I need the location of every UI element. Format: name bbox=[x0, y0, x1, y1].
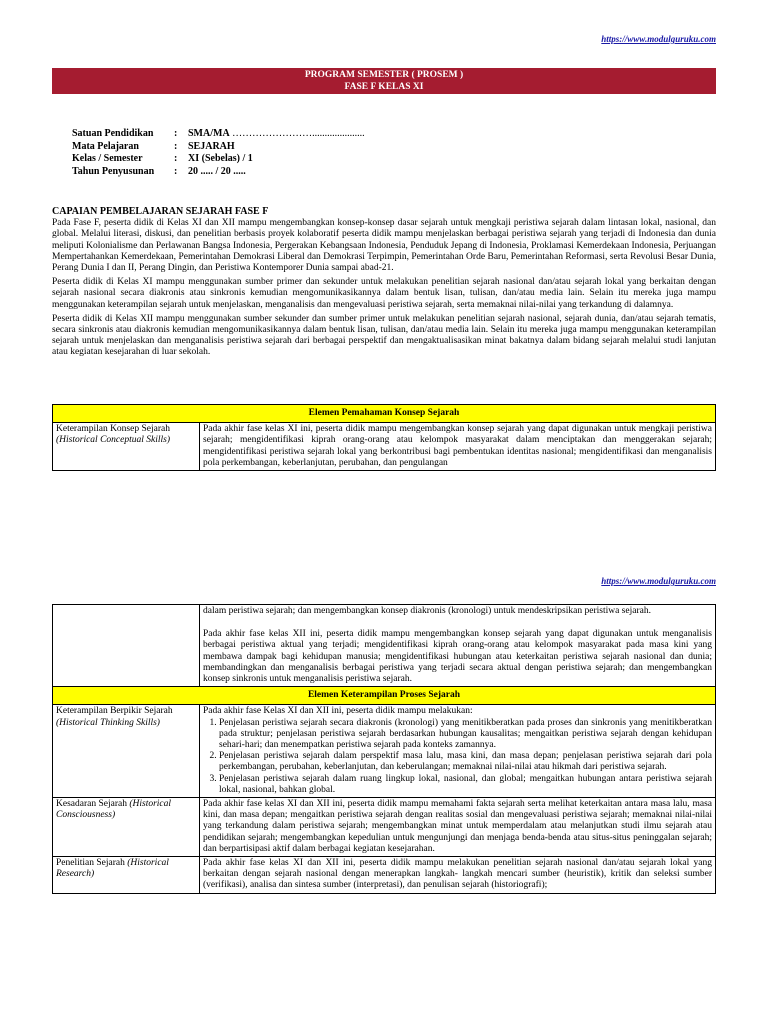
element-label: Keterampilan Berpikir Sejarah bbox=[56, 706, 173, 717]
element-label-cell bbox=[53, 798, 200, 857]
kelas-xii-text: Pada akhir fase kelas XII ini, peserta didik mampu mengembangkan konsep sejarah yang dapat digunakan untuk menganalisis berbagai peristiwa aktual yang terjadi; mengidentifikasi kiprah orang-orang atau kelompok masyarakat pada masa kini yang membawa dampak bagi kehidupan manusia; mengidentifikasi hubungan atau keterkaitan peristiwa sejarah nasional dan dunia; membandingkan dan menganalisis berbagai peristiwa yang terjadi secara aktual dengan peristiwa sejarah; dan mengembangkan konsep sinkronis untuk menganalisis peristiwa sejarah. bbox=[203, 629, 712, 685]
table-2-clip bbox=[0, 604, 768, 1024]
element-label-cell bbox=[53, 423, 200, 471]
element-desc-cell: Pada akhir fase kelas XI ini, peserta didik mampu mengembangkan konsep sejarah yang dapat digunakan untuk mengkaji peristiwa sejarah; mengidentifikasi kiprah orang-orang atau kelompok masyarakat dalam menciptakan dan menggerakan sejarah; mengidentifikasi peristiwa sejarah lokal yang berkontribusi bagi pembentukan identitas nasional; mengidentifikasi dan menganalisis pola perkembangan, keberlanjutan, perubahan, dan pengulangan bbox=[200, 423, 716, 471]
element-label-en: (Historical Consciousness) bbox=[56, 799, 172, 821]
element-intro: Pada akhir fase Kelas XI dan XII ini, peserta didik mampu melakukan: bbox=[203, 706, 473, 717]
element-label-cell bbox=[53, 605, 200, 687]
meta-key: Satuan Pendidikan bbox=[72, 128, 154, 139]
element-label-en: (Historical Thinking Skills) bbox=[56, 717, 160, 728]
element-desc-cell: Pada akhir fase kelas XI dan XII ini, peserta didik mampu melakukan penelitian sejarah nasional dan/atau sejarah lokal yang berkaitan dengan sejarah nasional dengan menerapkan langkah- langkah mencari sumber (heuristik), kritik dan seleksi sumber (verifikasi), analisa dan sintesa sumber (interpretasi), dan penulisan sejarah (historiografi); bbox=[200, 857, 716, 894]
skill-list bbox=[203, 718, 712, 796]
meta-key: Mata Pelajaran bbox=[72, 140, 139, 152]
source-link[interactable]: https://www.modulguruku.com bbox=[601, 34, 716, 44]
continued-text: dalam peristiwa sejarah; dan mengembangkan konsep diakronis (kronologi) untuk mendeskripsikan peristiwa sejarah. bbox=[203, 606, 651, 616]
meta-value-text: SMA/MA bbox=[188, 128, 230, 139]
element-desc-cell: Pada akhir fase kelas XI dan XII ini, peserta didik mampu memahami fakta sejarah serta melihat keterkaitan antara masa lalu, masa kini, dan masa depan; mengaitkan peristiwa sejarah dengan realitas sosial dan mengevaluasi peristiwa sejarah; memaknai nilai-nilai yang terkandung dalam peristiwa sejarah; mengembangkan minat untuk memperdalam atau melanjutkan studi ilmu sejarah atau pendidikan sejarah; mengembangkan kepedulian untuk mengunjungi dan menjaga benda-benda atau situs-situs peninggalan sejarah; dan berpartisipasi aktif dalam berbagai kegiatan kesejarahan. bbox=[200, 798, 716, 857]
meta-row-mapel bbox=[72, 141, 365, 154]
table-header-row bbox=[53, 405, 716, 423]
meta-row-kelas bbox=[72, 153, 365, 166]
meta-value: SEJARAH bbox=[188, 140, 235, 152]
table-row bbox=[53, 423, 716, 471]
meta-value: 20 ..... / 20 ..... bbox=[188, 165, 246, 177]
table-header: Elemen Keterampilan Proses Sejarah bbox=[53, 687, 716, 705]
list-item: 1. Penjelasan peristiwa sejarah secara diakronis (kronologi) yang menitikberatkan pada proses dan sinkronis yang menitikberatkan pada struktur; penjelasan peristiwa sejarah berdasarkan hubungan kausalitas; mengaitkan peristiwa sejarah dengan kehidupan sehari-hari; dan menempatkan peristiwa sejarah pada konteks zamannya. bbox=[219, 718, 712, 752]
table-row bbox=[53, 605, 716, 687]
table-row bbox=[53, 857, 716, 894]
meta-row-tahun bbox=[72, 166, 365, 179]
element-label-en: (Historical Conceptual Skills) bbox=[56, 435, 170, 446]
element-label: Kesadaran Sejarah bbox=[56, 799, 127, 810]
document-page-2 bbox=[0, 560, 768, 1024]
table-header-row bbox=[53, 687, 716, 705]
element-label-en: (Historical Research) bbox=[56, 858, 169, 880]
meta-colon: : bbox=[174, 128, 178, 139]
cp-paragraph-2: Peserta didik di Kelas XI mampu menggunakan sumber primer dan sekunder untuk melakukan penelitian sejarah nasional dan/atau sejarah lokal yang berkaitan dengan sejarah nasional secara diakronis atau sinkronis kemudian mengomunikasikannya dalam bentuk lisan, tulisan, dan/atau media lain. Selain itu mereka juga mampu menggunakan keterampilan sejarah untuk menjelaskan, menganalisis dan mengevaluasi peristiwa sejarah, serta memaknai nilai-nilai yang terkandung di dalamnya. bbox=[52, 277, 716, 310]
elemen-table-1 bbox=[52, 404, 716, 471]
table-row bbox=[53, 798, 716, 857]
banner-subtitle: FASE F KELAS XI bbox=[344, 82, 424, 92]
meta-value: XI (Sebelas) / 1 bbox=[188, 153, 253, 164]
element-desc-cell bbox=[200, 705, 716, 798]
identity-block bbox=[72, 128, 365, 178]
meta-colon: : bbox=[174, 165, 178, 177]
list-item: 2. Penjelasan peristiwa sejarah dalam perspektif masa lalu, masa kini, dan masa depan; penjelasan peristiwa sejarah dari pola perkembangan, perubahan, keberlanjutan, dan keberulangan; memaknai nilai-nilai atau hikmah dari peristiwa sejarah. bbox=[219, 751, 712, 773]
list-item: 3. Penjelasan peristiwa sejarah dalam ruang lingkup lokal, nasional, dan global; mengaitkan hubungan antara peristiwa sejarah lokal, nasional, bahkan global. bbox=[219, 774, 712, 796]
element-label-cell bbox=[53, 705, 200, 798]
meta-value bbox=[188, 128, 365, 141]
table-row bbox=[53, 705, 716, 798]
cp-paragraph-1: Pada Fase F, peserta didik di Kelas XI dan XII mampu mengembangkan konsep-konsep dasar sejarah untuk mengkaji peristiwa sejarah dalam lintasan lokal, nasional, dan global. Melalui literasi, diskusi, dan penelitian berbasis proyek kolaboratif peserta didik mampu menjelaskan berbagai peristiwa sejarah yang terjadi di Indonesia dan dunia meliputi Kolonialisme dan Perlawanan Bangsa Indonesia, Pergerakan Kebangsaan Indonesia, Penduduk Jepang di Indonesia, Proklamasi Kemerdekaan Indonesia, Perjuangan Mempertahankan Kemerdekaan, Pemerintahan Demokrasi Liberal dan Demokrasi Terpimpin, Pemerintahan Orde Baru, Pemerintahan Reformasi, serta Revolusi Besar Dunia, Perang Dunia I dan II, Perang Dingin, dan Peristiwa Kontemporer Dunia sampai abad-21. bbox=[52, 218, 716, 274]
element-label: Keterampilan Konsep Sejarah bbox=[56, 424, 170, 435]
section-title: CAPAIAN PEMBELAJARAN SEJARAH FASE F bbox=[52, 206, 269, 217]
meta-colon: : bbox=[174, 140, 178, 152]
table-1-clip bbox=[0, 404, 768, 468]
source-link[interactable]: https://www.modulguruku.com bbox=[601, 576, 716, 586]
meta-key: Kelas / Semester bbox=[72, 153, 143, 164]
elemen-table-2 bbox=[52, 604, 716, 894]
capaian-pembelajaran-section bbox=[52, 206, 716, 362]
element-desc-cell bbox=[200, 605, 716, 687]
prosem-banner bbox=[52, 68, 716, 94]
meta-row-satuan bbox=[72, 128, 365, 141]
element-label-cell bbox=[53, 857, 200, 894]
table-header: Elemen Pemahaman Konsep Sejarah bbox=[53, 405, 716, 423]
banner-title: PROGRAM SEMESTER ( PROSEM ) bbox=[304, 70, 464, 80]
meta-colon: : bbox=[174, 153, 178, 164]
meta-key: Tahun Penyusunan bbox=[72, 165, 155, 177]
element-label: Penelitian Sejarah bbox=[56, 858, 125, 869]
cp-paragraph-3: Peserta didik di Kelas XII mampu menggunakan sumber sekunder dan sumber primer untuk melakukan penelitian sejarah nasional, sejarah dunia, dan/atau sejarah tematis, secara sinkronis atau diakronis kemudian mengomunikasikannya dalam bentuk lisan, tulisan, dan/atau media lain. Selain itu mereka juga mampu menggunakan keterampilan sejarah untuk menjelaskan dan menganalisis peristiwa sejarah dari berbagai perspektif dan mengaktualisasikan minat bakatnya dalam bidang sejarah melalui studi lanjutan atau kegiatan kesejarahan di luar sekolah. bbox=[52, 313, 716, 358]
meta-value-dots: ……………………..................... bbox=[229, 128, 365, 139]
